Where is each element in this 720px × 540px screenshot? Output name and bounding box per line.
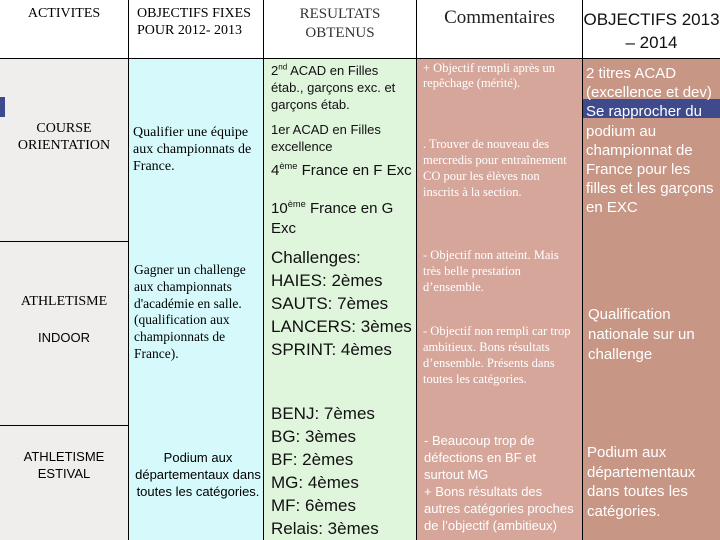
result-course-4 bbox=[271, 199, 414, 241]
header-activites: ACTIVITES bbox=[0, 0, 128, 58]
grid-v-1 bbox=[128, 0, 129, 540]
next-objective-course: 2 titres ACAD (excellence et dev) Se rapprocher du podium au championnat de France pour les filles et les garçons en EXC bbox=[586, 65, 714, 217]
objective-course: Qualifier une équipe aux championnats de France. bbox=[133, 125, 252, 174]
comment-course-1: + Objectif rempli après un repêchage (mérité). bbox=[423, 61, 556, 90]
result-course-3 bbox=[271, 161, 414, 203]
grid-v-2 bbox=[263, 0, 264, 540]
result-course-1-text: ACAD en Filles étab., garçons exc. et garçons étab. bbox=[271, 63, 396, 112]
result-course-1 bbox=[271, 62, 414, 118]
activity-indoor-sub: INDOOR bbox=[38, 330, 90, 345]
activity-athletisme-estival: ATHLETISME ESTIVAL bbox=[23, 449, 105, 481]
result-course-3-rank: 4 bbox=[271, 162, 280, 179]
result-course-1-sup: nd bbox=[278, 62, 288, 72]
objective-estival: Podium aux départementaux dans toutes les catégories. bbox=[135, 450, 261, 499]
objective-indoor: Gagner un challenge aux championnats d'académie en salle.(qualification aux championnats de France). bbox=[134, 262, 246, 361]
result-course-3-sup: ème bbox=[279, 161, 298, 171]
comment-indoor-2: - Objectif non rempli car trop ambitieux. Bons résultats d’ensemble. Présents dans toutes les catégories. bbox=[423, 324, 571, 386]
grid-h-row2 bbox=[0, 425, 128, 426]
result-course-4-rank: 10 bbox=[271, 200, 288, 217]
result-course-4-sup: ème bbox=[287, 199, 306, 209]
grid-v-3 bbox=[416, 0, 417, 540]
header-resultats: RESULTATS OBTENUS bbox=[264, 0, 416, 58]
result-course-1-rank: 2 bbox=[271, 63, 279, 78]
grid-h-header bbox=[0, 58, 720, 59]
header-objectifs-fixes: OBJECTIFS FIXES POUR 2012- 2013 bbox=[129, 0, 263, 58]
grid-h-row1 bbox=[0, 241, 128, 242]
accent-band bbox=[0, 97, 5, 117]
result-course-4-text: France en G Exc bbox=[271, 200, 394, 237]
comment-estival: - Beaucoup trop de défections en BF et surtout MG + Bons résultats des autres catégories proches de l’objectif (ambitieux) bbox=[424, 433, 574, 533]
next-objective-estival: Podium aux départementaux dans toutes les catégories. bbox=[587, 444, 696, 520]
activity-course-orientation: COURSE ORIENTATION bbox=[17, 121, 111, 153]
activity-athletisme-indoor: ATHLETISME bbox=[20, 294, 108, 309]
result-course-3-text: France en F Exc bbox=[297, 162, 412, 179]
result-estival: BENJ: 7èmes BG: 3èmes BF: 2èmes MG: 4èmes MF: 6èmes Relais: 3èmes bbox=[271, 404, 379, 538]
grid-v-4 bbox=[582, 0, 583, 540]
comment-course-2: . Trouver de nouveau des mercredis pour entraînement CO pour les élèves non inscrits à la section. bbox=[423, 137, 567, 199]
result-course-2: 1er ACAD en Filles excellence bbox=[271, 122, 381, 154]
result-indoor: Challenges: HAIES: 2èmes SAUTS: 7èmes LANCERS: 3èmes SPRINT: 4èmes bbox=[271, 248, 412, 359]
header-objectifs-next: OBJECTIFS 2013 – 2014 bbox=[583, 0, 720, 58]
comment-indoor-1: - Objectif non atteint. Mais très belle prestation d’ensemble. bbox=[423, 248, 559, 294]
next-objective-indoor: Qualification nationale sur un challenge bbox=[588, 306, 695, 363]
header-commentaires: Commentaires bbox=[417, 0, 582, 58]
